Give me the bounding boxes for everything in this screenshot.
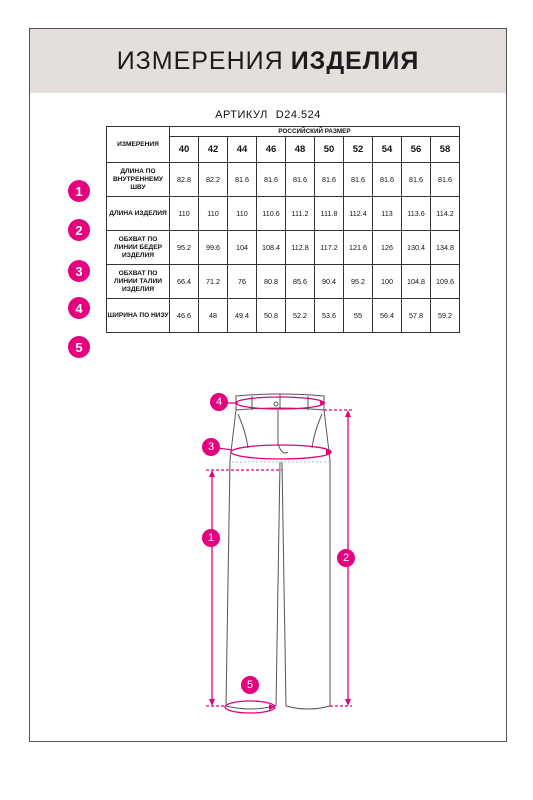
measurement-value: 76 (228, 265, 257, 299)
measurement-value: 82.8 (170, 163, 199, 197)
measurement-value: 57.8 (402, 299, 431, 333)
measurement-value: 46.6 (170, 299, 199, 333)
title-light: ИЗМЕРЕНИЯ (116, 46, 284, 75)
measurement-value: 95.2 (344, 265, 373, 299)
measurement-value: 59.2 (431, 299, 460, 333)
measurement-value: 134.8 (431, 231, 460, 265)
size-cell: 50 (315, 137, 344, 163)
measurement-value: 90.4 (315, 265, 344, 299)
diagram-marker: 3 (202, 438, 220, 456)
measurement-value: 81.6 (257, 163, 286, 197)
size-cell: 52 (344, 137, 373, 163)
measurement-value: 52.2 (286, 299, 315, 333)
row-number-badge: 3 (68, 260, 90, 282)
measurement-value: 95.2 (170, 231, 199, 265)
size-cell: 48 (286, 137, 315, 163)
diagram-marker: 2 (337, 549, 355, 567)
row-number-badge: 2 (68, 219, 90, 241)
measurement-value: 112.4 (344, 197, 373, 231)
measurement-value: 66.4 (170, 265, 199, 299)
row-number-badge: 5 (68, 336, 90, 358)
measurement-value: 108.4 (257, 231, 286, 265)
measurement-value: 81.6 (431, 163, 460, 197)
size-group-header: РОССИЙСКИЙ РАЗМЕР (170, 127, 460, 137)
measurement-value: 121.6 (344, 231, 373, 265)
measurement-value: 50.8 (257, 299, 286, 333)
diagram-marker: 5 (241, 676, 259, 694)
measurement-value: 80.8 (257, 265, 286, 299)
measurement-value: 109.6 (431, 265, 460, 299)
row-number-badge: 1 (68, 180, 90, 202)
measurement-value: 85.6 (286, 265, 315, 299)
measurement-value: 117.2 (315, 231, 344, 265)
measurement-value: 111.8 (315, 197, 344, 231)
trousers-outline (226, 394, 330, 709)
size-cell: 56 (402, 137, 431, 163)
measure-header: ИЗМЕРЕНИЯ (107, 127, 170, 163)
measurement-value: 113.6 (402, 197, 431, 231)
measurement-value: 130.4 (402, 231, 431, 265)
measurement-value: 100 (373, 265, 402, 299)
measurement-name: ШИРИНА ПО НИЗУ (107, 299, 170, 333)
size-cell: 46 (257, 137, 286, 163)
size-cell: 54 (373, 137, 402, 163)
measurement-value: 55 (344, 299, 373, 333)
measurement-value: 81.6 (228, 163, 257, 197)
measurement-value: 112.8 (286, 231, 315, 265)
measurement-value: 49.4 (228, 299, 257, 333)
measurement-value: 110 (170, 197, 199, 231)
measurement-value: 126 (373, 231, 402, 265)
measurement-value: 81.6 (373, 163, 402, 197)
measurement-value: 81.6 (402, 163, 431, 197)
size-cell: 44 (228, 137, 257, 163)
measurement-value: 111.2 (286, 197, 315, 231)
measurement-value: 81.6 (315, 163, 344, 197)
row-number-badge: 4 (68, 297, 90, 319)
measurement-value: 82.2 (199, 163, 228, 197)
measurement-value: 48 (199, 299, 228, 333)
measurement-value: 114.2 (431, 197, 460, 231)
measurement-value: 113 (373, 197, 402, 231)
measurement-name: ОБХВАТ ПО ЛИНИИ ТАЛИИ ИЗДЕЛИЯ (107, 265, 170, 299)
diagram-marker: 1 (202, 529, 220, 547)
measurement-value: 81.6 (286, 163, 315, 197)
measurement-value: 99.6 (199, 231, 228, 265)
measurement-name: ДЛИНА ИЗДЕЛИЯ (107, 197, 170, 231)
measurement-value: 104 (228, 231, 257, 265)
measurement-value: 71.2 (199, 265, 228, 299)
title-bold: ИЗДЕЛИЯ (290, 46, 420, 75)
measurement-value: 56.4 (373, 299, 402, 333)
measurement-value: 110 (199, 197, 228, 231)
size-cell: 40 (170, 137, 199, 163)
measurement-value: 53.6 (315, 299, 344, 333)
measurement-value: 110 (228, 197, 257, 231)
measurement-value: 110.6 (257, 197, 286, 231)
measurement-name: ОБХВАТ ПО ЛИНИИ БЕДЕР ИЗДЕЛИЯ (107, 231, 170, 265)
measurement-value: 81.6 (344, 163, 373, 197)
size-cell: 42 (199, 137, 228, 163)
measurement-name: ДЛИНА ПО ВНУТРЕННЕМУ ШВУ (107, 163, 170, 197)
size-cell: 58 (431, 137, 460, 163)
diagram-marker: 4 (210, 393, 228, 411)
measurement-value: 104.8 (402, 265, 431, 299)
article-code: D24.524 (275, 109, 321, 121)
article-label: АРТИКУЛ (215, 109, 268, 121)
